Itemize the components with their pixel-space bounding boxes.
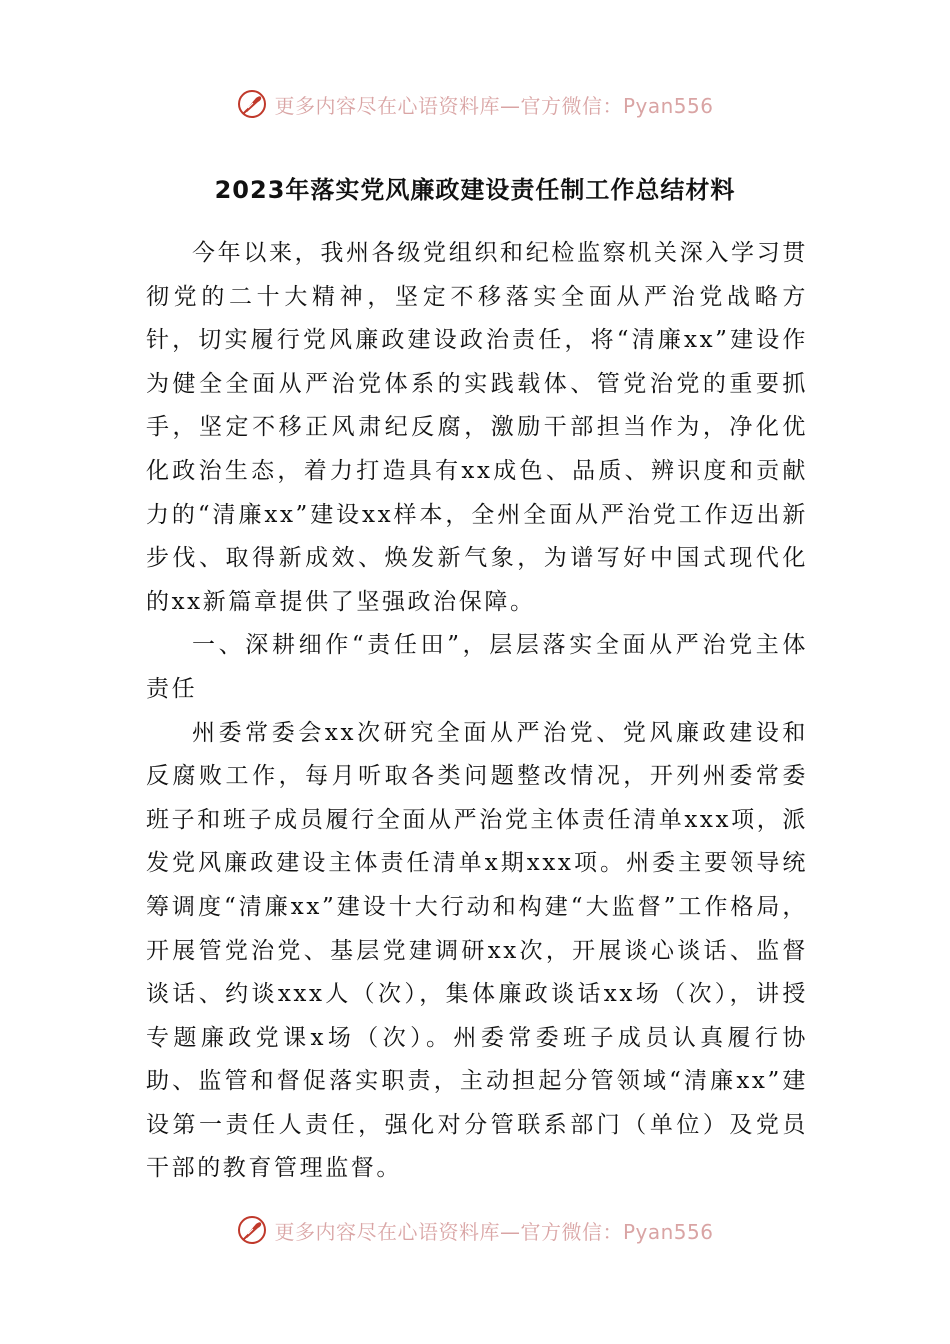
document-body	[146, 232, 808, 1191]
footer-banner-text: 更多内容尽在心语资料库—官方微信：Pyan556	[274, 1219, 714, 1244]
section-heading-1: 一、深耕细作“责任田”，层层落实全面从严治党主体责任	[146, 632, 808, 702]
quill-pen-logo-icon	[236, 1214, 268, 1246]
document-title: 2023年落实党风廉政建设责任制工作总结材料	[214, 176, 736, 204]
body-paragraph-intro: 今年以来，我州各级党组织和纪检监察机关深入学习贯彻党的二十大精神，坚定不移落实全面从严治党战略方针，切实履行党风廉政建设政治责任，将“清廉xx”建设作为健全全面从严治党体系的实践载体、管党治党的重要抓手，坚定不移正风肃纪反腐，激励干部担当作为，净化优化政治生态，着力打造具有xx成色、品质、辨识度和贡献力的“清廉xx”建设xx样本，全州全面从严治党工作迈出新步伐、取得新成效、焕发新气象，为谱写好中国式现代化的xx新篇章提供了坚强政治保障。	[146, 240, 808, 615]
quill-pen-logo-icon	[236, 88, 268, 120]
header-banner-inner	[236, 88, 713, 120]
header-banner-text: 更多内容尽在心语资料库—官方微信：Pyan556	[274, 93, 714, 118]
footer-banner	[0, 1210, 950, 1250]
footer-banner-inner	[236, 1214, 713, 1246]
body-paragraph-section-1: 州委常委会xx次研究全面从严治党、党风廉政建设和反腐败工作，每月听取各类问题整改情况，开列州委常委班子和班子成员履行全面从严治党主体责任清单xxx项，派发党风廉政建设主体责任清单x期xxx项。州委主要领导统筹调度“清廉xx”建设十大行动和构建“大监督”工作格局，开展管党治党、基层党建调研xx次，开展谈心谈话、监督谈话、约谈xxx人（次），集体廉政谈话xx场（次），讲授专题廉政党课x场（次）。州委常委班子成员认真履行协助、监管和督促落实职责，主动担起分管领域“清廉xx”建设第一责任人责任，强化对分管联系部门（单位）及党员干部的教育管理监督。	[146, 719, 808, 1182]
header-banner	[0, 84, 950, 124]
